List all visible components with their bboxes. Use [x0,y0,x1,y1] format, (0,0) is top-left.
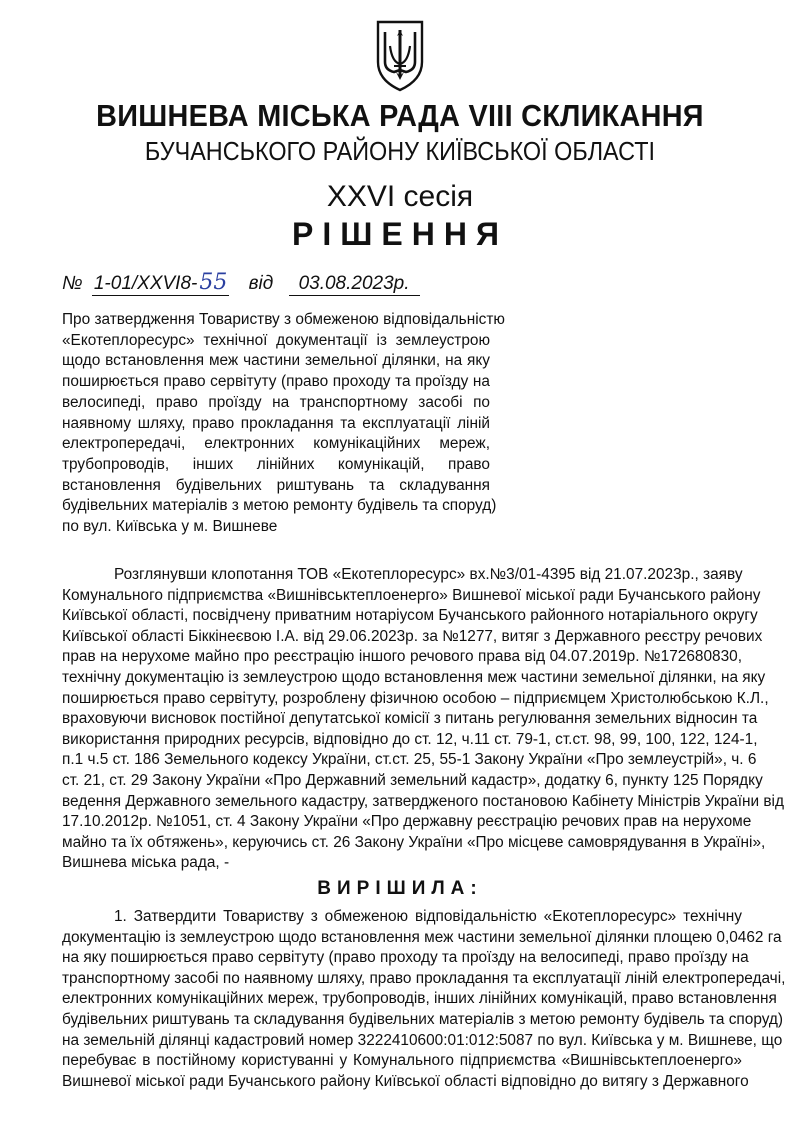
preamble-line: прав на нерухоме майно про реєстрацію іншого речового права від 04.07.2019р. №172680830, [62,648,742,666]
decree-number-handwritten: 55 [199,270,228,295]
subject-line: щодо встановлення меж частини земельної ділянки, на яку [62,352,490,370]
preamble-line: Київської області, посвідчену приватним нотаріусом Бучанського районного нотаріального округу [62,607,758,625]
point-line: на яку поширюється право сервітуту (право проходу та проїзду на велосипеді, право проїзду на [62,949,749,967]
subject-line: по вул. Київська у м. Вишневе [62,518,278,536]
preamble-line: 17.10.2012р. №1051, ст. 4 Закону України «Про державну реєстрацію речових прав на нерухоме [62,813,752,831]
from-label: від [248,273,274,294]
decree-number-line [62,270,420,296]
subject-line: поширюється право сервітуту (право проходу та проїзду на [62,373,490,391]
decree-number-field [92,270,230,296]
subject-line: встановлення будівельних риштувань та складування [62,476,490,494]
preamble-line: враховуючи висновок постійної депутатської комісії з питань регулювання земельних відносин та [62,710,758,728]
subject-line: будівельних матеріалів з метою ремонту будівель та споруд) [62,497,497,515]
point-line: Вишневої міської ради Бучанського району Київської області відповідно до витягу з Державного [62,1072,749,1090]
subject-line: трубопроводів, інших лінійних комунікацій, право [62,455,490,473]
session-title: XXVI сесія [326,180,474,213]
decree-number-printed: 1-01/XXVI8- [93,273,198,294]
preamble-line: майно та їх обтяжень», керуючись ст. 26 Закону України «Про місцеве самоврядування в Україні», [62,833,766,851]
point-line: будівельних риштувань та складування будівельних матеріалів з метою ремонту будівель та споруд) [62,1010,783,1028]
point-line: документацію із землеустрою щодо встановлення меж частини земельної ділянки площею 0,0462 га [62,928,782,946]
preamble-line: Розглянувши клопотання ТОВ «Екотеплоресурс» вх.№3/01-4395 від 21.07.2023р., заяву [114,566,743,583]
preamble-line: п.1 ч.5 ст. 186 Земельного кодексу України, ст.ст. 25, 55-1 Закону України «Про землеустрій», ч. 6 [62,751,757,769]
subject-line: наявному шляху, право прокладання та експлуатації ліній [62,414,490,432]
subject-line: велосипеді, право проїзду на транспортному засобі по [62,393,490,411]
decree-date: 03.08.2023р. [289,273,420,296]
document-type-title: РІШЕННЯ [292,216,508,252]
subject-line: «Екотеплоресурс» технічної документації із землеустрою [62,331,490,349]
point-line: транспортному засобі по наявному шляху, право прокладання та експлуатації ліній електропередачі, [62,969,786,987]
preamble-line: Київської області Біккінеєвою І.А. від 29.06.2023р. за №1277, витяг з Державного реєстру речових [62,627,763,645]
preamble-line: Вишнева міська рада, - [62,854,230,872]
point-line: 1. Затвердити Товариству з обмеженою відповідальністю «Екотеплоресурс» технічну [114,908,742,925]
preamble-line: технічну документацію із землеустрою щодо встановлення меж частини земельної ділянки, на яку [62,668,766,686]
preamble-line: ст. 21, ст. 29 Закону України «Про Державний земельний кадастр», додатку 6, пункту 125 Порядку [62,771,763,789]
point-line: на земельній ділянці кадастровий номер 3222410600:01:012:5087 по вул. Київська у м. Вишневе, що [62,1031,783,1049]
coat-of-arms-icon [372,18,428,94]
preamble-paragraph [62,565,784,874]
district-name: БУЧАНСЬКОГО РАЙОНУ КИЇВСЬКОЇ ОБЛАСТІ [144,136,656,166]
preamble-line: Комунального підприємства «Вишнівськтеплоенерго» Вишневої міської ради Бучанського району [62,586,761,604]
subject-line: електропередачі, електронних комунікаційних мереж, [62,435,490,453]
council-name: ВИШНЕВА МІСЬКА РАДА VIII СКЛИКАННЯ [96,98,704,133]
point-line: електронних комунікаційних мереж, трубопроводів, інших лінійних комунікацій, право встановлення [62,990,777,1008]
subject-line: Про затвердження Товариству з обмеженою відповідальністю [62,311,505,328]
decision-point-1 [62,907,786,1092]
number-label: № [62,273,83,294]
point-line: перебуває в постійному користуванні у Комунального підприємства «Вишнівськтеплоенерго» [62,1052,742,1070]
decision-subject [62,310,505,538]
preamble-line: ведення Державного земельного кадастру, затвердженого постановою Кабінету Міністрів України від [62,792,784,810]
resolved-heading: ВИРІШИЛА: [317,878,483,899]
preamble-line: використання природних ресурсів, відповідно до ст. 12, ч.11 ст. 79-1, ст.ст. 98, 99, 100, 122, 124-1, [62,730,758,748]
preamble-line: поширюється право сервітуту, розроблену фізичною особою – підприємцем Христолюбською К.Л., [62,689,769,707]
